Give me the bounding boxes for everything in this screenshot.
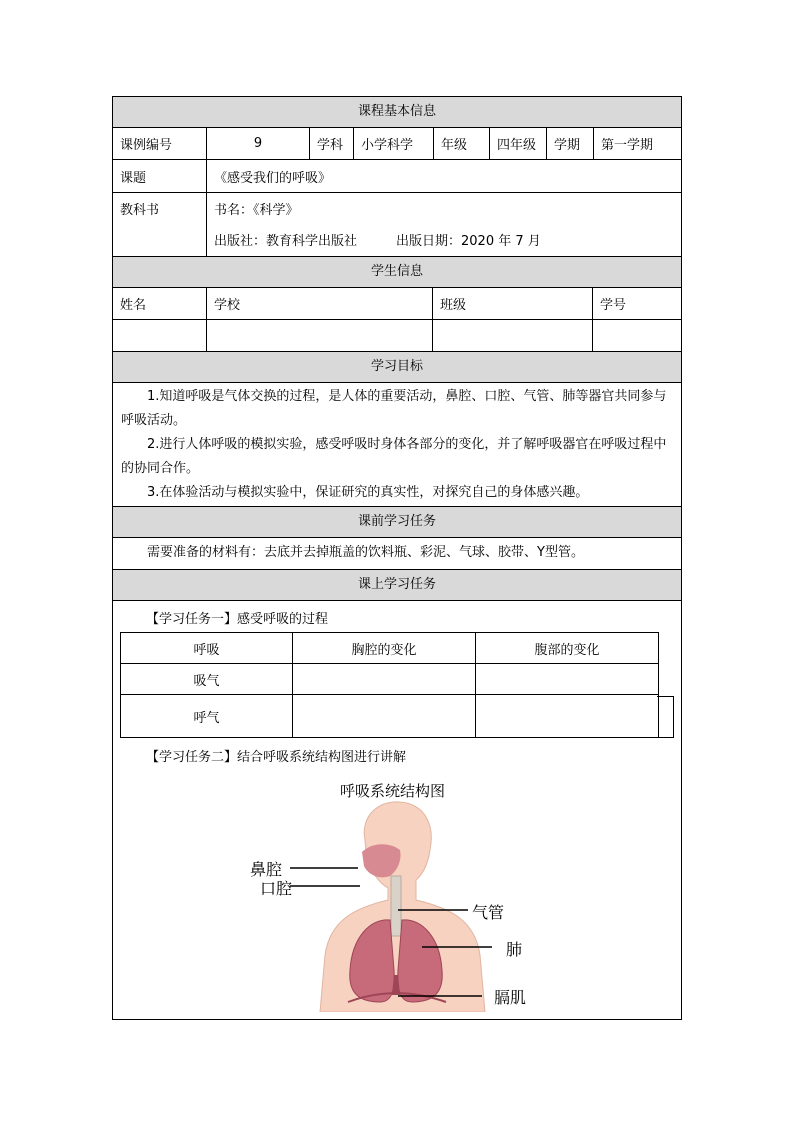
cell-exhale-chest[interactable] bbox=[293, 695, 476, 738]
name-field[interactable] bbox=[113, 320, 207, 351]
name-label: 姓名 bbox=[113, 288, 207, 319]
label-diaphragm: 膈肌 bbox=[494, 988, 527, 1007]
class-label: 班级 bbox=[433, 288, 593, 319]
grade-label: 年级 bbox=[434, 128, 490, 159]
student-label-row bbox=[113, 288, 681, 320]
goal-2: 2.进行人体呼吸的模拟实验，感受呼吸时身体各部分的变化，并了解呼吸器官在呼吸过程中的协同合作。 bbox=[121, 437, 667, 476]
goals-body bbox=[113, 383, 681, 507]
section-title-pre-task: 课前学习任务 bbox=[357, 514, 436, 529]
cell-inhale-chest[interactable] bbox=[293, 664, 476, 695]
diagram-title: 呼吸系统结构图 bbox=[340, 782, 446, 800]
school-field[interactable] bbox=[207, 320, 433, 351]
section-header-basic bbox=[113, 97, 681, 128]
student-input-row bbox=[113, 320, 681, 352]
table-header-row bbox=[121, 633, 659, 664]
cell-exhale-abdomen[interactable] bbox=[476, 695, 659, 738]
book-name: 书名：《科学》 bbox=[214, 203, 299, 218]
grade-value: 四年级 bbox=[490, 128, 547, 159]
publish-date: 出版日期：2020 年 7 月 bbox=[396, 234, 541, 249]
section-title-student: 学生信息 bbox=[370, 264, 423, 279]
label-oral: 口腔 bbox=[260, 879, 293, 898]
table-row bbox=[121, 664, 659, 695]
label-trachea: 气管 bbox=[472, 903, 505, 922]
header-breath: 呼吸 bbox=[121, 633, 293, 664]
topic-label: 课题 bbox=[113, 160, 207, 192]
case-no-value: 9 bbox=[207, 128, 310, 159]
basic-info-row bbox=[113, 128, 681, 160]
breathing-table bbox=[120, 632, 659, 738]
pre-task-text: 需要准备的材料有：去底并去掉瓶盖的饮料瓶、彩泥、气球、胶带、Y型管。 bbox=[147, 545, 584, 560]
publisher: 出版社：教育科学出版社 bbox=[214, 234, 358, 249]
subject-label: 学科 bbox=[310, 128, 354, 159]
task2-title: 【学习任务二】结合呼吸系统结构图进行讲解 bbox=[146, 750, 407, 765]
section-header-student bbox=[113, 257, 681, 288]
class-field[interactable] bbox=[433, 320, 593, 351]
term-value: 第一学期 bbox=[601, 138, 654, 153]
topic-row bbox=[113, 160, 681, 193]
label-nasal: 鼻腔 bbox=[250, 860, 283, 879]
section-title-goals: 学习目标 bbox=[370, 359, 423, 374]
goal-3: 3.在体验活动与模拟实验中，保证研究的真实性，对探究自己的身体感兴趣。 bbox=[147, 485, 589, 500]
subject-value: 小学科学 bbox=[354, 128, 434, 159]
section-title-basic: 课程基本信息 bbox=[357, 104, 436, 119]
section-title-in-class: 课上学习任务 bbox=[357, 577, 436, 592]
student-id-label: 学号 bbox=[600, 298, 627, 313]
table-row bbox=[121, 695, 659, 738]
textbook-label: 教科书 bbox=[113, 193, 207, 256]
cell-inhale-abdomen[interactable] bbox=[476, 664, 659, 695]
case-no-label: 课例编号 bbox=[113, 128, 207, 159]
row-inhale: 吸气 bbox=[121, 664, 293, 695]
respiratory-diagram bbox=[240, 780, 540, 1012]
row-exhale: 呼气 bbox=[121, 695, 293, 738]
topic-value: 《感受我们的呼吸》 bbox=[214, 170, 332, 186]
section-header-in-class bbox=[113, 570, 681, 601]
table-extra-cell bbox=[657, 696, 674, 738]
textbook-info bbox=[207, 193, 681, 256]
term-label: 学期 bbox=[547, 128, 594, 159]
student-id-field[interactable] bbox=[593, 320, 681, 351]
school-label: 学校 bbox=[207, 288, 433, 319]
label-lung: 肺 bbox=[506, 940, 523, 959]
header-chest: 胸腔的变化 bbox=[293, 633, 476, 664]
section-header-pre-task bbox=[113, 507, 681, 538]
textbook-row bbox=[113, 193, 681, 257]
section-header-goals bbox=[113, 352, 681, 383]
pre-task-body bbox=[113, 538, 681, 570]
task1-title: 【学习任务一】感受呼吸的过程 bbox=[146, 612, 329, 627]
header-abdomen: 腹部的变化 bbox=[476, 633, 659, 664]
goal-1: 1.知道呼吸是气体交换的过程，是人体的重要活动，鼻腔、口腔、气管、肺等器官共同参与呼吸活动。 bbox=[121, 389, 667, 428]
